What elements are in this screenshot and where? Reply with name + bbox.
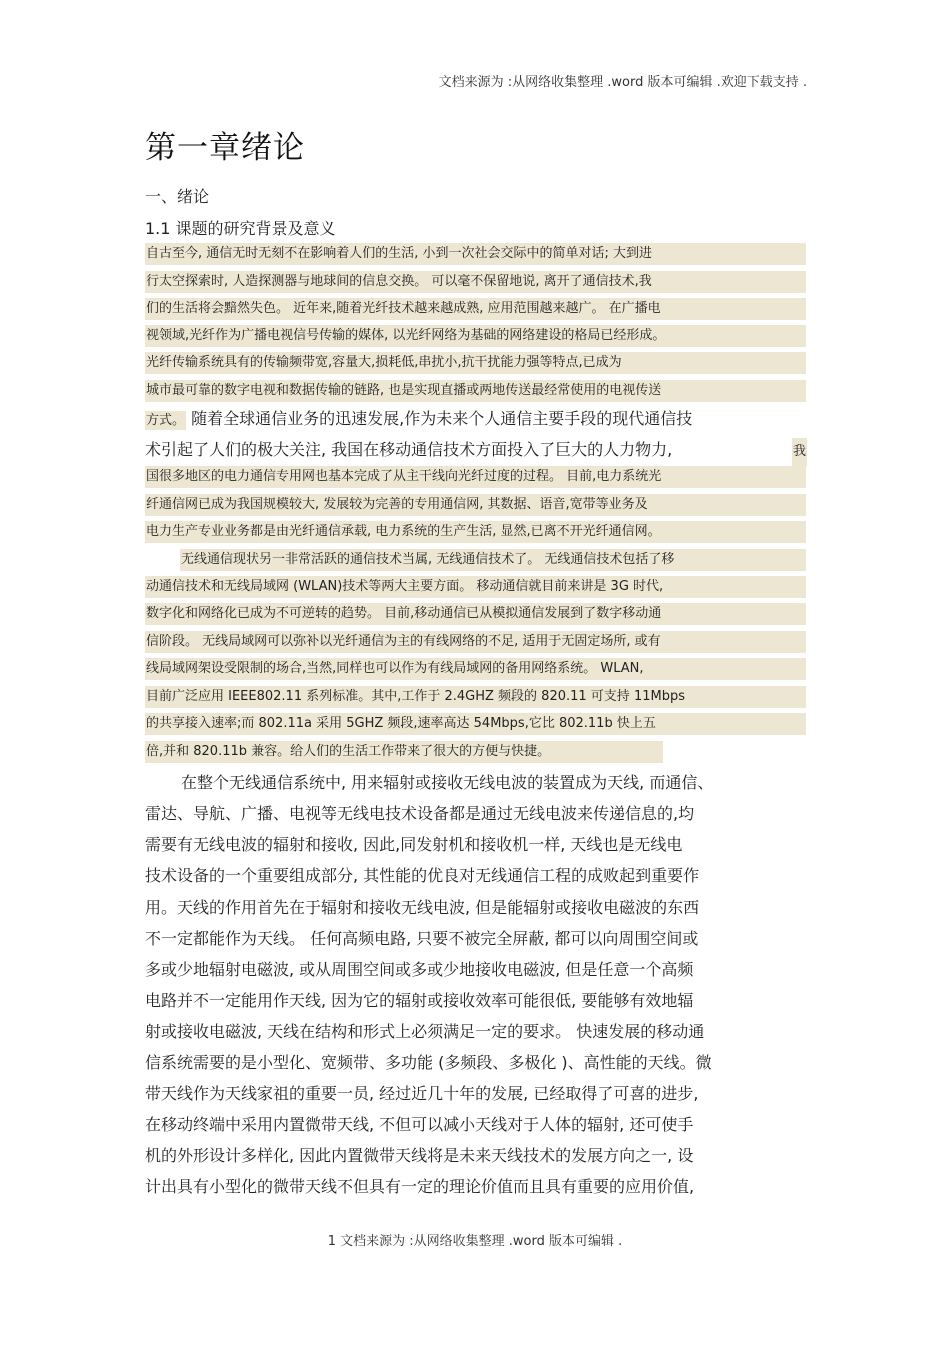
section-heading: 一、绪论	[145, 187, 210, 206]
highlighted-line: 光纤传输系统具有的传输频带宽,容量大,损耗低,串扰小,抗干扰能力强等特点,已成为	[145, 352, 806, 374]
body-line: 在移动终端中采用内置微带天线, 不但可以减小天线对于人体的辐射, 还可使手	[145, 1115, 694, 1134]
body-line: 机的外形设计多样化, 因此内置微带天线将是未来天线技术的发展方向之一, 设	[145, 1146, 694, 1165]
plain-fragment: 随着全球通信业务的迅速发展,作为未来个人通信主要手段的现代通信技	[186, 409, 693, 428]
page-footer: 1 文档来源为 :从网络收集整理 .word 版本可编辑 .	[327, 1234, 623, 1249]
highlighted-line: 纤通信网已成为我国规模较大, 发展较为完善的专用通信网, 其数据、语音,宽带等业务及	[145, 494, 806, 516]
mixed-line	[145, 407, 692, 433]
highlighted-line: 无线通信现状另一非常活跃的通信技术当属, 无线通信技术了。 无线通信技术包括了移	[180, 549, 806, 571]
highlighted-line: 电力生产专业业务都是由光纤通信承载, 电力系统的生产生活, 显然,已离不开光纤通信网。	[145, 521, 806, 543]
highlighted-line: 城市最可靠的数字电视和数据传输的链路, 也是实现直播或两地传送最经常使用的电视传送	[145, 380, 806, 402]
body-line: 需要有无线电波的辐射和接收, 因此,同发射机和接收机一样, 天线也是无线电	[145, 835, 683, 854]
mixed-line	[145, 438, 807, 462]
chapter-title: 第一章绪论	[145, 130, 305, 166]
page-header: 文档来源为 :从网络收集整理 .word 版本可编辑 .欢迎下载支持 .	[438, 75, 807, 90]
highlighted-line: 倍,并和 820.11b 兼容。给人们的生活工作带来了很大的方便与快捷。	[145, 741, 663, 763]
highlighted-line: 信阶段。 无线局域网可以弥补以光纤通信为主的有线网络的不足, 适用于无固定场所, 或有	[145, 631, 806, 653]
highlighted-line: 视领域,光纤作为广播电视信号传输的媒体, 以光纤网络为基础的网络建设的格局已经形成。	[145, 325, 806, 347]
highlighted-line: 行太空探索时, 人造探测器与地球间的信息交换。 可以毫不保留地说, 离开了通信技术,我	[145, 271, 806, 293]
highlighted-line: 动通信技术和无线局域网 (WLAN)技术等两大主要方面。 移动通信就目前来讲是 3G 时代,	[145, 576, 806, 598]
body-line: 带天线作为天线家祖的重要一员, 经过近几十年的发展, 已经取得了可喜的进步,	[145, 1084, 699, 1103]
highlight-fragment: 我	[792, 438, 807, 466]
highlighted-line: 们的生活将会黯然失色。 近年来,随着光纤技术越来越成熟, 应用范围越来越广。 在广播电	[145, 298, 806, 320]
body-line: 电路并不一定能用作天线, 因为它的辐射或接收效率可能很低, 要能够有效地辐	[145, 991, 694, 1010]
highlighted-line: 自古至今, 通信无时无刻不在影响着人们的生活, 小到一次社会交际中的简单对话; 大到进	[145, 243, 806, 265]
body-line: 用。天线的作用首先在于辐射和接收无线电波, 但是能辐射或接收电磁波的东西	[145, 898, 700, 917]
body-line: 雷达、导航、广播、电视等无线电技术设备都是通过无线电波来传递信息的,均	[145, 804, 695, 823]
body-line: 多或少地辐射电磁波, 或从周围空间或多或少地接收电磁波, 但是任意一个高频	[145, 960, 694, 979]
highlighted-line: 的共享接入速率;而 802.11a 采用 5GHZ 频段,速率高达 54Mbps,它比 802.11b 快上五	[145, 713, 806, 735]
highlighted-line: 目前广泛应用 IEEE802.11 系列标准。其中,工作于 2.4GHZ 频段的 820.11 可支持 11Mbps	[145, 686, 806, 708]
body-line: 信系统需要的是小型化、宽频带、多功能 (多频段、多极化 )、高性能的天线。微	[145, 1053, 712, 1072]
body-line: 在整个无线通信系统中, 用来辐射或接收无线电波的装置成为天线, 而通信、	[181, 773, 714, 792]
body-line: 技术设备的一个重要组成部分, 其性能的优良对无线通信工程的成败起到重要作	[145, 866, 700, 885]
highlighted-line: 国很多地区的电力通信专用网也基本完成了从主干线向光纤过度的过程。 目前,电力系统光	[145, 466, 806, 488]
subsection-heading: 1.1 课题的研究背景及意义	[145, 219, 336, 238]
plain-fragment: 术引起了人们的极大关注, 我国在移动通信技术方面投入了巨大的人力物力,	[145, 440, 673, 459]
body-line: 计出具有小型化的微带天线不但具有一定的理论价值而且具有重要的应用价值,	[145, 1177, 695, 1196]
highlighted-line: 数字化和网络化已成为不可逆转的趋势。 目前,移动通信已从模拟通信发展到了数字移动通	[145, 603, 806, 625]
highlight-fragment: 方式。	[146, 413, 186, 428]
highlighted-line: 线局域网架设受限制的场合,当然,同样也可以作为有线局域网的备用网络系统。 WLAN,	[145, 658, 806, 680]
body-line: 射或接收电磁波, 天线在结构和形式上必须满足一定的要求。 快速发展的移动通	[145, 1022, 705, 1041]
body-line: 不一定都能作为天线。 任何高频电路, 只要不被完全屏蔽, 都可以向周围空间或	[145, 929, 699, 948]
